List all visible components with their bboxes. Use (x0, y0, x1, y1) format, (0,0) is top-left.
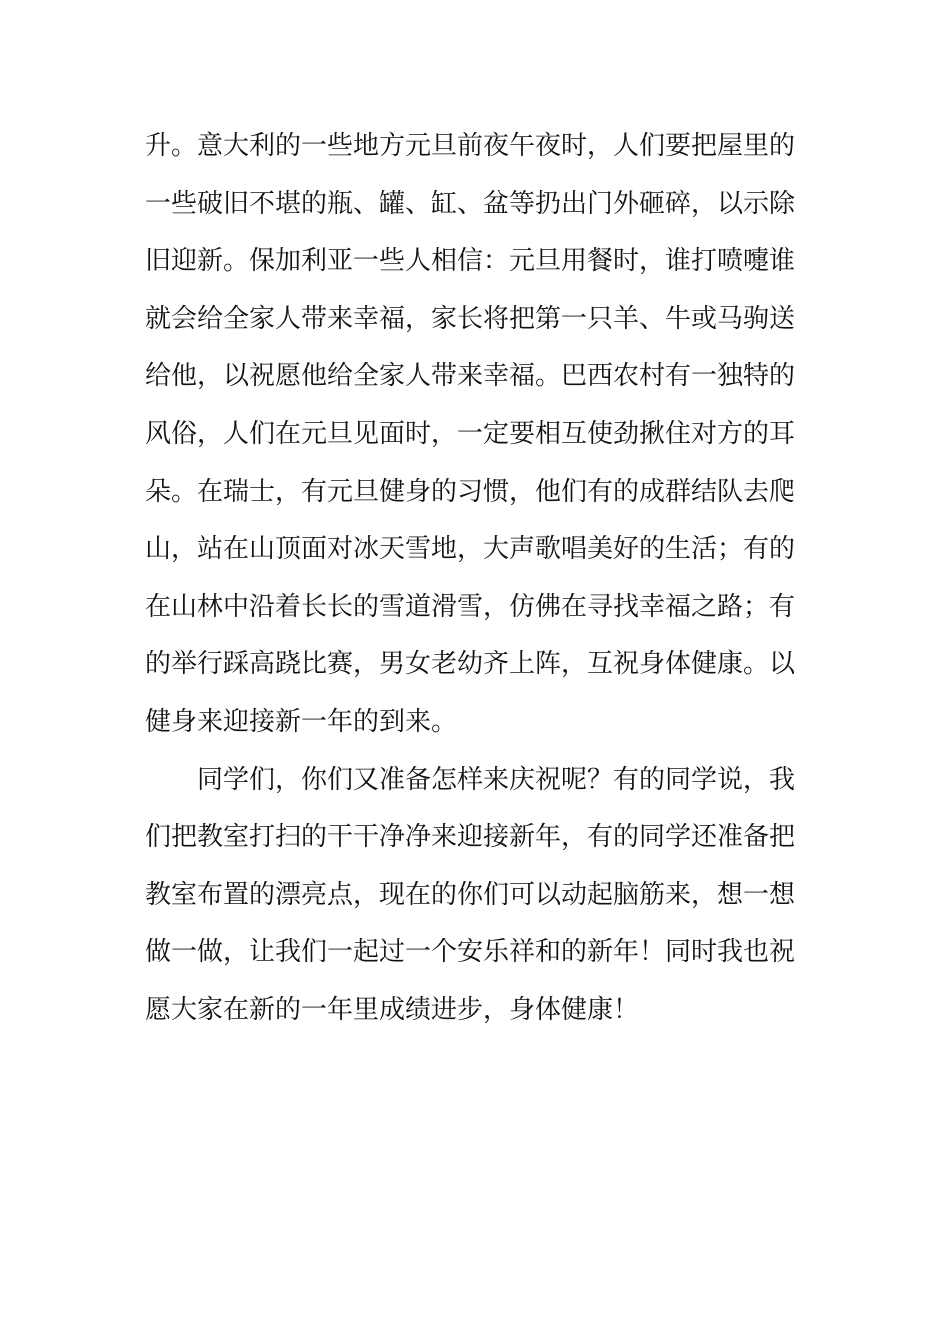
paragraph-line: 就会给全家人带来幸福，家长将把第一只羊、牛或马驹送 (145, 303, 796, 334)
paragraph-line: 风俗，人们在元旦见面时，一定要相互使劲揪住对方的耳 (145, 418, 796, 449)
paragraph-line: 健身来迎接新一年的到来。 (145, 706, 458, 737)
paragraph-line: 同学们，你们又准备怎样来庆祝呢？有的同学说，我 (197, 764, 796, 795)
paragraph-line: 一些破旧不堪的瓶、罐、缸、盆等扔出门外砸碎，以示除 (145, 188, 796, 219)
paragraph-line: 升。意大利的一些地方元旦前夜午夜时，人们要把屋里的 (145, 131, 796, 161)
paragraph-line: 山，站在山顶面对冰天雪地，大声歌唱美好的生活；有的 (145, 534, 796, 565)
paragraph-line: 教室布置的漂亮点，现在的你们可以动起脑筋来，想一想 (145, 879, 796, 910)
paragraph-line: 给他，以祝愿他给全家人带来幸福。巴西农村有一独特的 (145, 361, 796, 392)
paragraph-line: 在山林中沿着长长的雪道滑雪，仿佛在寻找幸福之路；有 (145, 591, 796, 622)
paragraph-line: 朵。在瑞士，有元旦健身的习惯，他们有的成群结队去爬 (145, 476, 796, 507)
paragraph-line: 愿大家在新的一年里成绩进步，身体健康！ (145, 994, 640, 1025)
paragraph-line: 们把教室打扫的干干净净来迎接新年，有的同学还准备把 (145, 822, 796, 853)
paragraph-line: 做一做，让我们一起过一个安乐祥和的新年！同时我也祝 (145, 937, 796, 968)
document-body (145, 118, 815, 1040)
paragraph-line: 的举行踩高跷比赛，男女老幼齐上阵，互祝身体健康。以 (145, 649, 796, 680)
paragraph-2 (145, 752, 815, 1040)
paragraph-1 (145, 118, 815, 752)
paragraph-line: 旧迎新。保加利亚一些人相信：元旦用餐时，谁打喷嚏谁 (145, 246, 796, 277)
